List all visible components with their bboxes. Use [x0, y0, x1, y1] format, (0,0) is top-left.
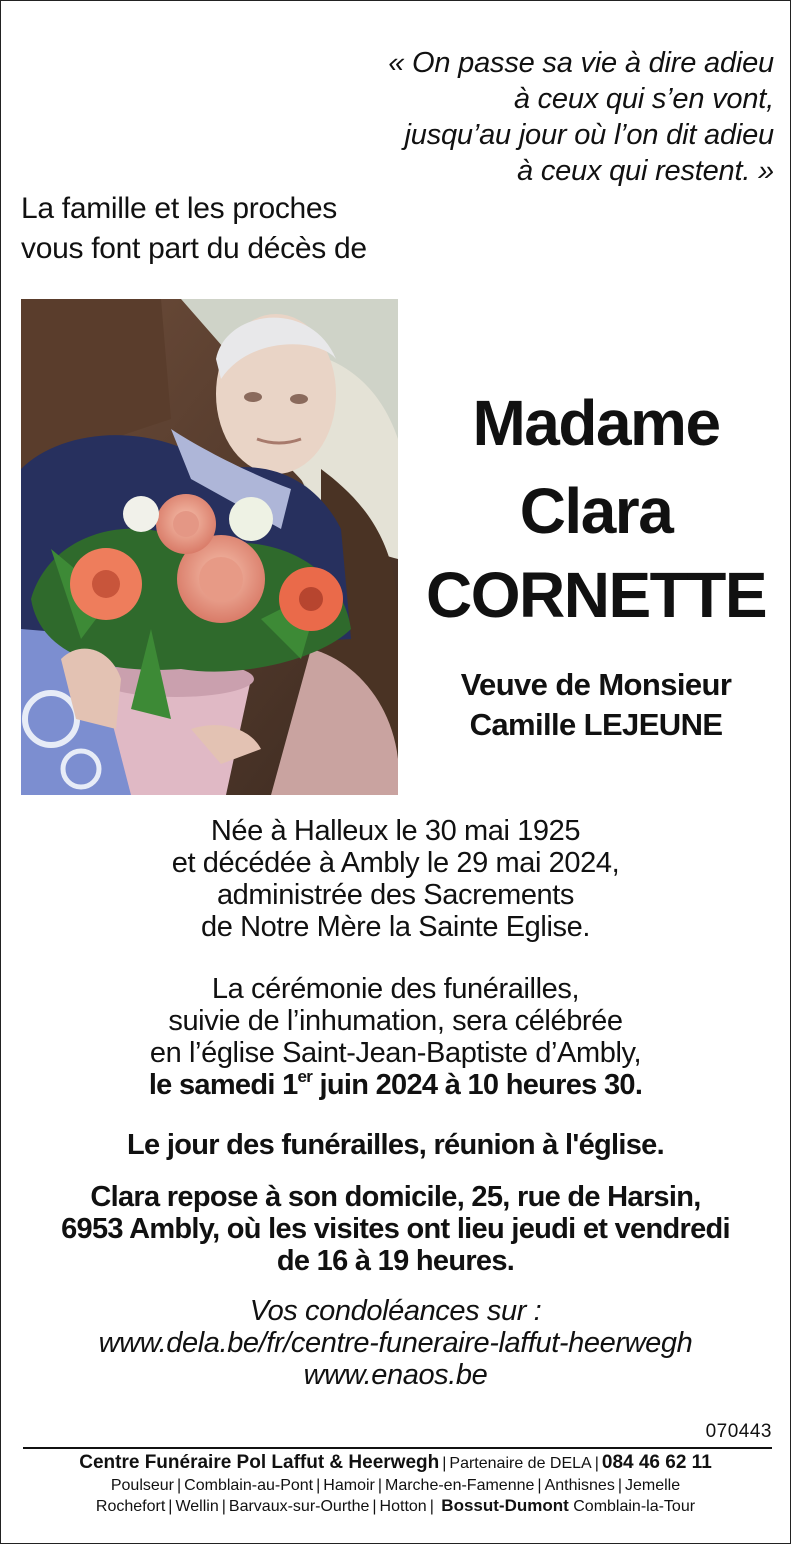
quote-line: à ceux qui restent. »: [517, 155, 774, 187]
location: Anthisnes: [544, 1477, 615, 1494]
epigraph-quote: [388, 45, 774, 189]
death-line: et décédée à Ambly le 29 mai 2024,: [171, 847, 620, 879]
condolences-link-dela[interactable]: www.dela.be/fr/centre-funeraire-laffut-heerwegh: [98, 1327, 693, 1359]
partner-location: Comblain-la-Tour: [573, 1498, 696, 1515]
visitation-paragraph: [1, 1181, 790, 1277]
visitation-line: 6953 Ambly, où les visites ont lieu jeudi et vendredi: [61, 1213, 730, 1245]
ceremony-date-ordinal: er: [297, 1067, 313, 1086]
announcement-intro: [21, 189, 367, 269]
intro-line: La famille et les proches: [21, 192, 337, 225]
location: Poulseur: [110, 1477, 175, 1494]
condolences-link-enaos[interactable]: www.enaos.be: [303, 1359, 488, 1391]
location: Jemelle: [624, 1477, 681, 1494]
ceremony-line: suivie de l’inhumation, sera célébrée: [168, 1005, 623, 1037]
condolences-label: Vos condoléances sur :: [249, 1295, 542, 1327]
portrait-photo: [21, 299, 398, 795]
location: Hamoir: [323, 1477, 375, 1494]
partner-label: Partenaire de DELA: [449, 1455, 592, 1472]
location: Barvaux-sur-Ourthe: [228, 1498, 370, 1515]
quote-line: à ceux qui s’en vont,: [513, 83, 774, 115]
portrait-illustration: [21, 299, 398, 795]
location: Marche-en-Famenne: [385, 1477, 535, 1494]
intro-line: vous font part du décès de: [21, 232, 367, 265]
location: Rochefort: [95, 1498, 166, 1515]
ceremony-date-prefix: le samedi 1: [148, 1069, 298, 1101]
birth-death-paragraph: [1, 815, 790, 943]
condolences-block: [1, 1295, 790, 1391]
ceremony-line: La cérémonie des funérailles,: [211, 973, 580, 1005]
notice-reference-number: 070443: [705, 1421, 772, 1442]
funeral-home-name: Centre Funéraire Pol Laffut & Heerwegh: [79, 1452, 440, 1473]
visitation-line: de 16 à 19 heures.: [276, 1245, 515, 1277]
location: Hotton: [379, 1498, 427, 1515]
footer-divider: [23, 1447, 772, 1449]
visitation-line: Clara repose à son domicile, 25, rue de Harsin,: [90, 1181, 701, 1213]
quote-line: jusqu’au jour où l’on dit adieu: [404, 119, 774, 151]
location: Wellin: [175, 1498, 219, 1515]
meeting-paragraph: [1, 1129, 790, 1161]
footer-company-line: Centre Funéraire Pol Laffut & Heerwegh | Partenaire de DELA | 084 46 62 11: [79, 1452, 712, 1473]
deceased-first-name: Clara: [519, 475, 673, 547]
footer-locations-row: Rochefort | Wellin | Barvaux-sur-Ourthe | Hotton | Bossut-Dumont Comblain-la-Tour: [95, 1496, 696, 1515]
deceased-last-name: CORNETTE: [426, 559, 766, 631]
spouse-name: Camille LEJEUNE: [469, 707, 723, 742]
meeting-line: Le jour des funérailles, réunion à l'église.: [127, 1129, 664, 1161]
widow-of-line: Veuve de Monsieur: [460, 667, 732, 702]
partner-funeral-home: Bossut-Dumont: [441, 1496, 569, 1515]
ceremony-paragraph: [1, 973, 790, 1101]
deceased-title: Madame: [472, 387, 720, 459]
ceremony-date: [1, 1069, 790, 1101]
sacraments-line: administrée des Sacrements: [216, 879, 575, 911]
quote-line: « On passe sa vie à dire adieu: [388, 47, 774, 79]
birth-line: Née à Halleux le 30 mai 1925: [210, 815, 581, 847]
ceremony-line: en l’église Saint-Jean-Baptiste d’Ambly,: [149, 1037, 642, 1069]
ceremony-date-suffix: juin 2024 à 10 heures 30.: [312, 1069, 643, 1101]
footer-locations-row: Poulseur | Comblain-au-Pont | Hamoir | Marche-en-Famenne | Anthisnes | Jemelle: [110, 1477, 681, 1494]
church-line: de Notre Mère la Sainte Eglise.: [201, 911, 590, 943]
location: Comblain-au-Pont: [184, 1477, 314, 1494]
phone-number: 084 46 62 11: [601, 1452, 712, 1473]
